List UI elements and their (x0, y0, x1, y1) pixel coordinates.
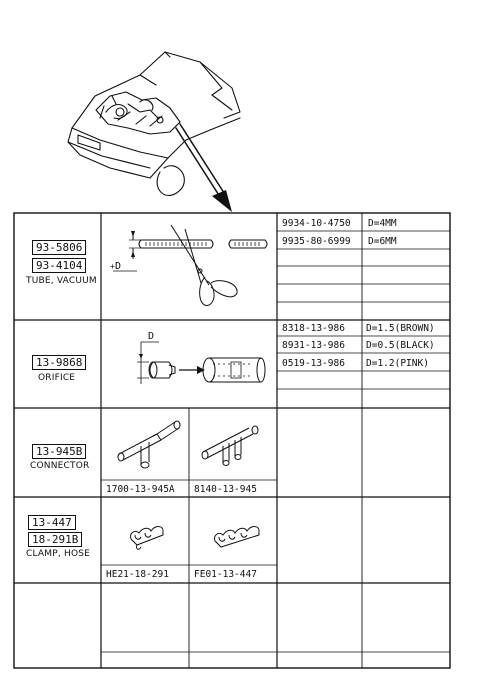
part-number-9934-10-4750: 9934-10-4750 (282, 218, 351, 229)
ref-box-connector: 13-945B (32, 444, 86, 459)
orifice-dimension-label: D (148, 331, 155, 342)
ref-box-orifice: 13-9868 (32, 355, 86, 370)
spec-d-1-5-brown: D=1.5(BROWN) (366, 323, 435, 334)
part-number-8931-13-986: 8931-13-986 (282, 340, 345, 351)
ref-box-tube-1: 93-5806 (32, 240, 86, 255)
spec-d-6mm: D=6MM (368, 236, 397, 247)
ref-box-clamp-1: 13-447 (28, 515, 76, 530)
orifice-illustration (101, 320, 277, 408)
tube-dimension-label: D (115, 261, 122, 272)
connector-t-illustration (101, 408, 189, 480)
connector-caption-8140-13-945: 8140-13-945 (194, 484, 257, 495)
spec-d-0-5-black: D=0.5(BLACK) (366, 340, 435, 351)
ref-box-clamp-2: 18-291B (28, 532, 82, 547)
ref-box-tube-2: 93-4104 (32, 258, 86, 273)
clamp-caption-he21-18-291: HE21-18-291 (106, 569, 169, 580)
svg-text:+: + (110, 262, 115, 271)
tube-vacuum-label: TUBE, VACUUM (26, 276, 97, 286)
tube-vacuum-illustration (101, 213, 277, 320)
part-number-9935-80-6999: 9935-80-6999 (282, 236, 351, 247)
part-number-8318-13-986: 8318-13-986 (282, 323, 345, 334)
clamp-hose-label: CLAMP, HOSE (26, 549, 91, 559)
spec-d-1-2-pink: D=1.2(PINK) (366, 358, 429, 369)
part-number-0519-13-986: 0519-13-986 (282, 358, 345, 369)
connector-label: CONNECTOR (30, 461, 90, 471)
connector-cross-illustration (189, 408, 277, 480)
orifice-label: ORIFICE (38, 373, 76, 383)
connector-caption-1700-13-945a: 1700-13-945A (106, 484, 175, 495)
clamp-caption-fe01-13-447: FE01-13-447 (194, 569, 257, 580)
clamp-three-hose-illustration (189, 497, 277, 565)
spec-d-4mm: D=4MM (368, 218, 397, 229)
clamp-two-hose-illustration (101, 497, 189, 565)
